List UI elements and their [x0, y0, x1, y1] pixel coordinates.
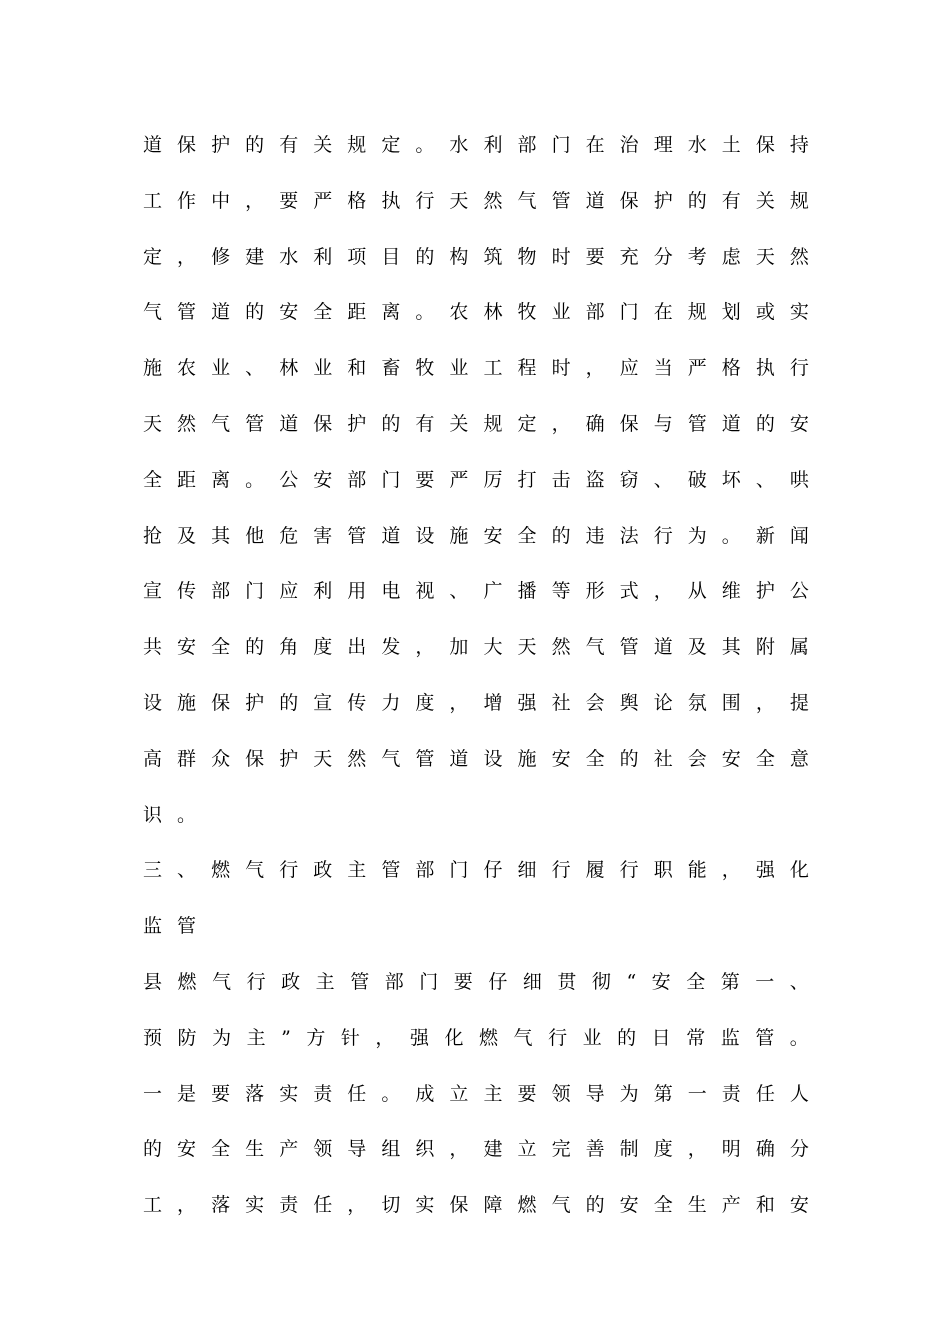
- text-line: 的 安 全 生 产 领 导 组 织 ， 建 立 完 善 制 度 ， 明 确 分: [143, 1138, 809, 1161]
- text-line: 三 、 燃 气 行 政 主 管 部 门 仔 细 行 履 行 职 能 ， 强 化: [143, 859, 809, 882]
- text-line: 工 作 中 ， 要 严 格 执 行 天 然 气 管 道 保 护 的 有 关 规: [143, 189, 809, 212]
- text-line: 高 群 众 保 护 天 然 气 管 道 设 施 安 全 的 社 会 安 全 意: [143, 747, 809, 770]
- text-line: 气 管 道 的 安 全 距 离 。 农 林 牧 业 部 门 在 规 划 或 实: [143, 301, 809, 324]
- text-line: 抢 及 其 他 危 害 管 道 设 施 安 全 的 违 法 行 为 。 新 闻: [143, 524, 809, 547]
- text-line: 县 燃 气 行 政 主 管 部 门 要 仔 细 贯 彻 “ 安 全 第 一 、: [143, 970, 809, 993]
- text-line: 设 施 保 护 的 宣 传 力 度 ， 增 强 社 会 舆 论 氛 围 ， 提: [143, 691, 809, 714]
- text-line: 预 防 为 主 ” 方 针 ， 强 化 燃 气 行 业 的 日 常 监 管 。: [143, 1026, 809, 1049]
- text-line: 天 然 气 管 道 保 护 的 有 关 规 定 ， 确 保 与 管 道 的 安: [143, 412, 809, 435]
- text-line: 全 距 离 。 公 安 部 门 要 严 厉 打 击 盗 窃 、 破 坏 、 哄: [143, 468, 809, 491]
- text-line: 监管: [143, 915, 212, 938]
- text-line: 共 安 全 的 角 度 出 发 ， 加 大 天 然 气 管 道 及 其 附 属: [143, 636, 809, 659]
- text-line: 工 ， 落 实 责 任 ， 切 实 保 障 燃 气 的 安 全 生 产 和 安: [143, 1194, 809, 1217]
- text-line: 道 保 护 的 有 关 规 定 。 水 利 部 门 在 治 理 水 土 保 持: [143, 134, 809, 156]
- text-line: 定 ， 修 建 水 利 项 目 的 构 筑 物 时 要 充 分 考 虑 天 然: [143, 245, 809, 268]
- text-line: 一 是 要 落 实 责 任 。 成 立 主 要 领 导 为 第 一 责 任 人: [143, 1082, 809, 1105]
- text-line: 施 农 业 、 林 业 和 畜 牧 业 工 程 时 ， 应 当 严 格 执 行: [143, 357, 809, 380]
- text-line: 宣 传 部 门 应 利 用 电 视 、 广 播 等 形 式 ， 从 维 护 公: [143, 580, 809, 603]
- body-text: [143, 127, 809, 1243]
- text-line: 识。: [143, 803, 212, 826]
